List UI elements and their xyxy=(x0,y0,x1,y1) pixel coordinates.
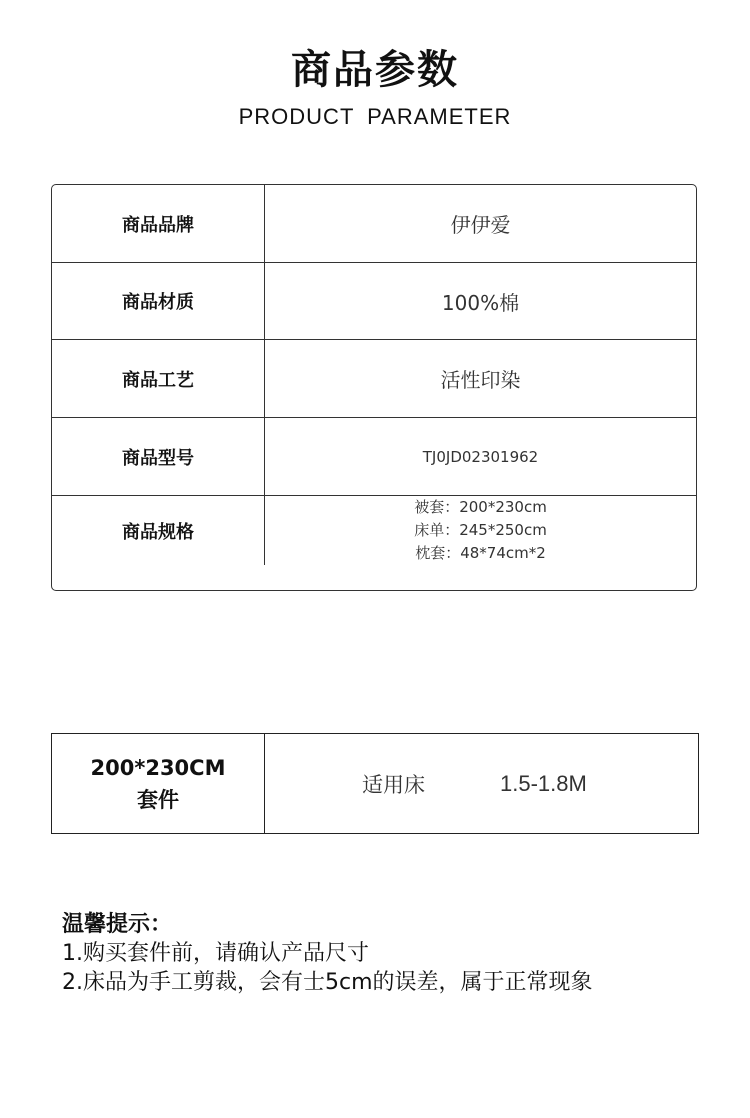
spec-line-duvet: 被套：200*230cm xyxy=(414,498,547,516)
spec-line-pillowcase: 枕套：48*74cm*2 xyxy=(415,544,546,562)
size-value xyxy=(265,734,698,833)
tips-section xyxy=(62,910,722,997)
tips-item: 2.床品为手工剪裁，会有士5cm的误差，属于正常现象 xyxy=(62,970,593,995)
parameter-table xyxy=(51,184,697,591)
model-value: TJ0JD02301962 xyxy=(422,447,539,466)
table-row-spec xyxy=(52,496,696,565)
craft-label: 商品工艺 xyxy=(52,340,265,417)
brand-value: 伊伊爱 xyxy=(450,213,511,237)
page-subtitle: PRODUCT PARAMETER xyxy=(238,104,512,129)
model-label: 商品型号 xyxy=(52,418,265,495)
spec-line-sheet: 床单：245*250cm xyxy=(414,521,547,539)
tips-item: 1.购买套件前，请确认产品尺寸 xyxy=(62,941,369,966)
size-label-set: 套件 xyxy=(137,787,179,812)
craft-value: 活性印染 xyxy=(440,368,521,392)
material-label: 商品材质 xyxy=(52,263,265,339)
table-row-model xyxy=(52,418,696,496)
fit-bed-label: 适用床 xyxy=(362,772,425,797)
material-value: 100%棉 xyxy=(441,290,520,315)
fit-bed-range: 1.5-1.8M xyxy=(500,770,587,796)
table-row-material xyxy=(52,263,696,340)
table-row-brand xyxy=(52,185,696,263)
page-title: 商品参数 xyxy=(291,47,459,93)
size-box xyxy=(51,733,699,834)
size-label-dimensions: 200*230CM xyxy=(90,755,226,780)
spec-label: 商品规格 xyxy=(52,496,265,565)
brand-label: 商品品牌 xyxy=(52,185,265,262)
size-label xyxy=(52,734,265,833)
tips-title: 温馨提示： xyxy=(62,912,173,937)
spec-value xyxy=(265,496,696,565)
table-row-craft xyxy=(52,340,696,418)
